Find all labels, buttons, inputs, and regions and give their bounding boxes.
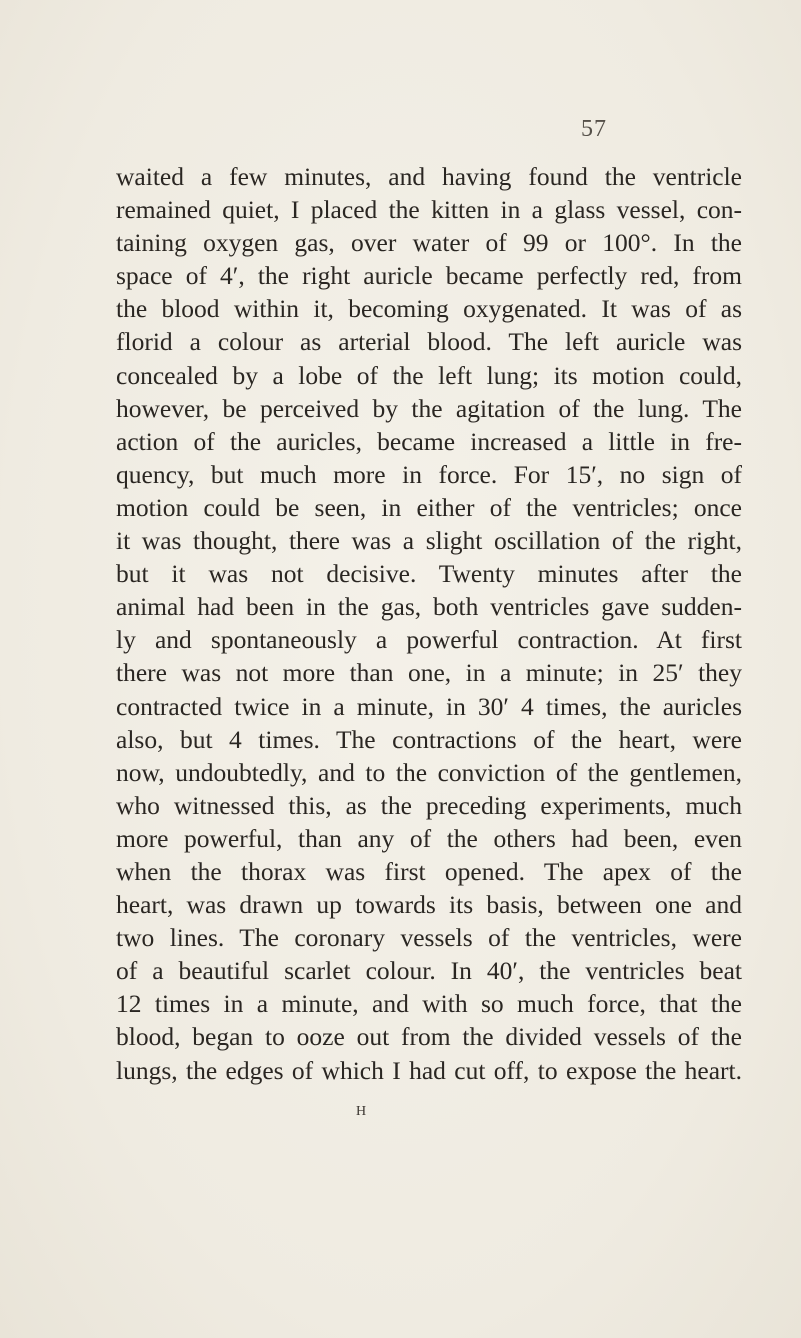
text-line: contracted twice in a minute, in 30′ 4 times, the auricles [116,691,742,721]
text-line: there was not more than one, in a minute; in 25′ they [116,658,742,688]
text-line: taining oxygen gas, over water of 99 or 100°. In the [116,228,742,258]
text-line: action of the auricles, became increased a little in fre- [116,426,742,456]
text-line: now, undoubtedly, and to the conviction of the gentlemen, [116,757,742,787]
text-line: heart, was drawn up towards its basis, between one and [116,890,742,920]
text-line: motion could be seen, in either of the ventricles; once [116,492,742,522]
text-line: also, but 4 times. The contractions of the heart, were [116,724,742,754]
text-line: florid a colour as arterial blood. The left auricle was [116,327,742,357]
text-line: concealed by a lobe of the left lung; its motion could, [116,360,742,390]
text-line: who witnessed this, as the preceding experiments, much [116,790,742,820]
text-line: space of 4′, the right auricle became perfectly red, from [116,261,742,291]
text-line: lungs, the edges of which I had cut off, to expose the heart. [116,1055,742,1085]
text-line: ly and spontaneously a powerful contraction. At first [116,625,742,655]
text-line: of a beautiful scarlet colour. In 40′, the ventricles beat [116,956,742,986]
text-line: waited a few minutes, and having found the ventricle [116,162,742,191]
text-line: it was thought, there was a slight oscillation of the right, [116,526,742,556]
text-line: when the thorax was first opened. The apex of the [116,856,742,886]
page-number: 57 [581,116,607,142]
text-line: two lines. The coronary vessels of the ventricles, were [116,923,742,953]
text-line: however, be perceived by the agitation of the lung. The [116,393,742,423]
body-text [116,160,742,1087]
text-line: more powerful, than any of the others had been, even [116,823,742,853]
text-line: the blood within it, becoming oxygenated. It was of as [116,294,742,324]
text-line: remained quiet, I placed the kitten in a glass vessel, con- [116,195,742,225]
text-line: blood, began to ooze out from the divided vessels of the [116,1022,742,1052]
signature-mark: H [356,1104,367,1119]
text-line: quency, but much more in force. For 15′, no sign of [116,459,742,489]
text-line: 12 times in a minute, and with so much force, that the [116,989,742,1019]
text-line: but it was not decisive. Twenty minutes after the [116,559,742,589]
text-line: animal had been in the gas, both ventricles gave sudden- [116,592,742,622]
